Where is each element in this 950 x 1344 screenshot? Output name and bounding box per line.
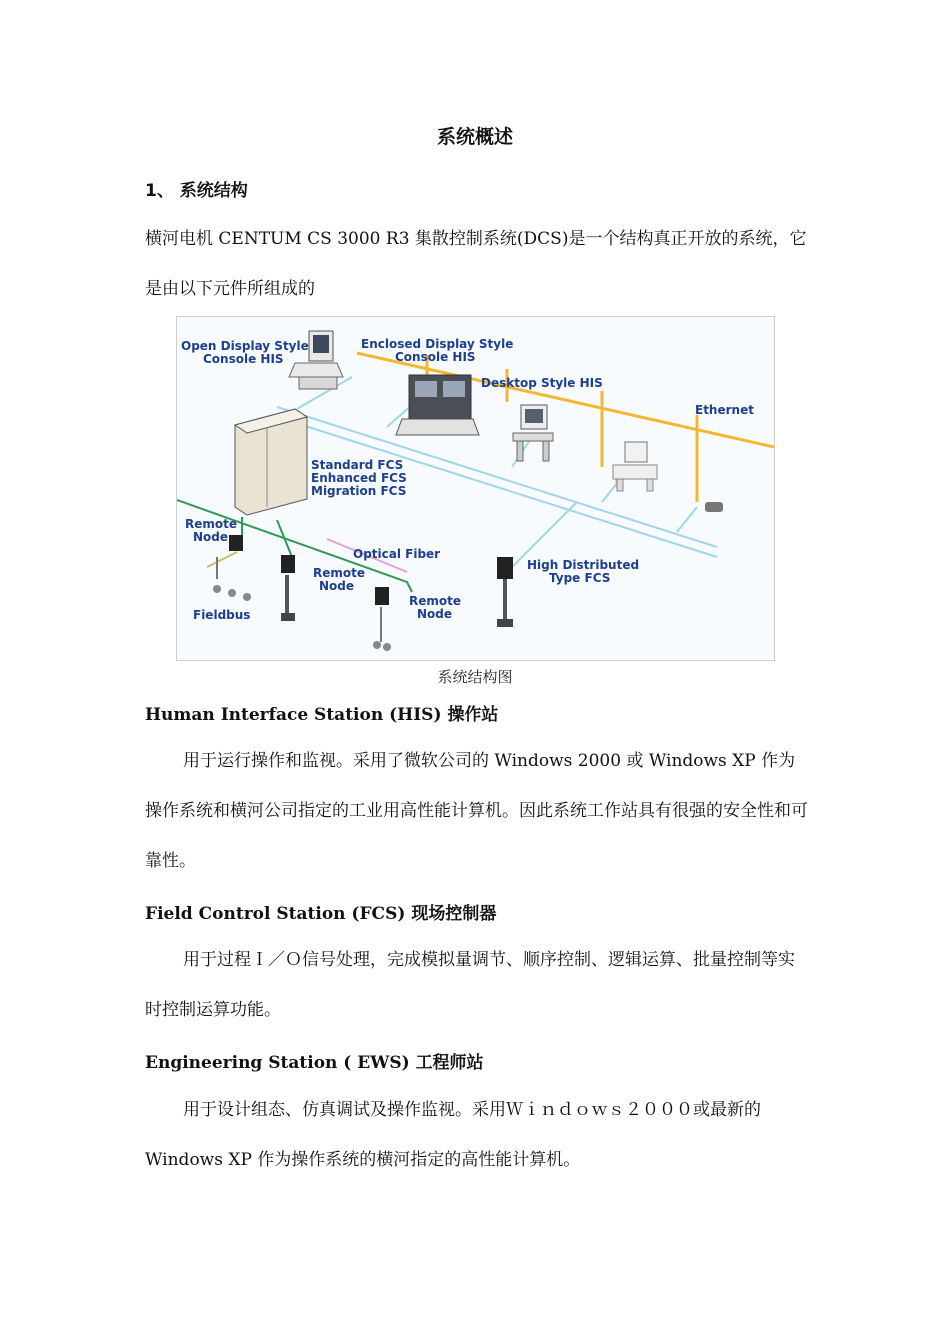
ews-heading-en: Engineering Station ( EWS) [145, 1053, 416, 1073]
label-remote-node-c-2: Node [417, 607, 453, 621]
fiber-lines [177, 500, 412, 592]
label-open-display-1: Open Display Style [181, 339, 309, 353]
remote-node-b-icon [281, 555, 295, 621]
system-diagram [177, 317, 774, 660]
figure-caption: 系统结构图 [437, 668, 513, 686]
fcs-heading [145, 899, 496, 924]
label-enclosed-display-2: Console HIS [395, 350, 476, 364]
label-fcs-1: Standard FCS [311, 458, 404, 472]
fcs-paragraph: 用于过程Ｉ／Ｏ信号处理，完成模拟量调节、顺序控制、逻辑运算、批量控制等实时控制运算功能。 [145, 950, 795, 1020]
ews-heading [145, 1048, 484, 1073]
section-heading [145, 176, 248, 201]
label-remote-node-b-2: Node [319, 579, 355, 593]
label-high-distributed-2: Type FCS [549, 571, 611, 585]
remote-node-c-icon [373, 587, 391, 651]
system-structure-figure [176, 316, 775, 661]
fcs-heading-en: Field Control Station (FCS) [145, 904, 412, 924]
fcs-heading-cn: 现场控制器 [411, 904, 497, 924]
label-high-distributed-1: High Distributed [527, 558, 640, 572]
label-fcs-2: Enhanced FCS [311, 471, 407, 485]
fcs-cabinet-icon [235, 409, 307, 515]
label-enclosed-display-1: Enclosed Display Style [361, 337, 514, 351]
label-open-display-2: Console HIS [203, 352, 284, 366]
label-optical-fiber: Optical Fiber [353, 547, 441, 561]
his-heading [145, 700, 498, 725]
ews-heading-cn: 工程师站 [415, 1053, 484, 1073]
label-desktop-his: Desktop Style HIS [481, 376, 603, 390]
page-title: 系统概述 [436, 126, 513, 148]
label-fieldbus: Fieldbus [193, 608, 251, 622]
label-remote-node-a-1: Remote [185, 517, 238, 531]
high-distributed-fcs-icon [497, 557, 513, 627]
his-heading-cn: 操作站 [447, 705, 499, 725]
his-paragraph: 用于运行操作和监视。采用了微软公司的 Windows 2000 或 Windows XP 作为操作系统和横河公司指定的工业用高性能计算机。因此系统工作站具有很强的安全性和可靠性。 [145, 751, 808, 871]
intro-paragraph: 横河电机 CENTUM CS 3000 R3 集散控制系统(DCS)是一个结构真正开放的系统，它是由以下元件所组成的 [145, 229, 807, 299]
desktop-his-icon [513, 405, 553, 461]
label-fcs-3: Migration FCS [311, 484, 407, 498]
ews-paragraph: 用于设计组态、仿真调试及操作监视。采用Ｗｉｎｄｏｗｓ２０００或最新的 Windows XP 作为操作系统的横河指定的高性能计算机。 [145, 1100, 761, 1170]
his-heading-en: Human Interface Station (HIS) [145, 705, 448, 725]
enclosed-display-console-icon [396, 375, 479, 435]
section-heading-text: 1、 系统结构 [145, 181, 248, 201]
label-remote-node-a-2: Node [193, 530, 229, 544]
label-remote-node-b-1: Remote [313, 566, 366, 580]
label-ethernet: Ethernet [695, 403, 754, 417]
engineering-station-icon [613, 442, 657, 491]
label-remote-node-c-1: Remote [409, 594, 462, 608]
remote-node-a-icon [213, 535, 251, 601]
ethernet-node-icon [705, 502, 723, 512]
